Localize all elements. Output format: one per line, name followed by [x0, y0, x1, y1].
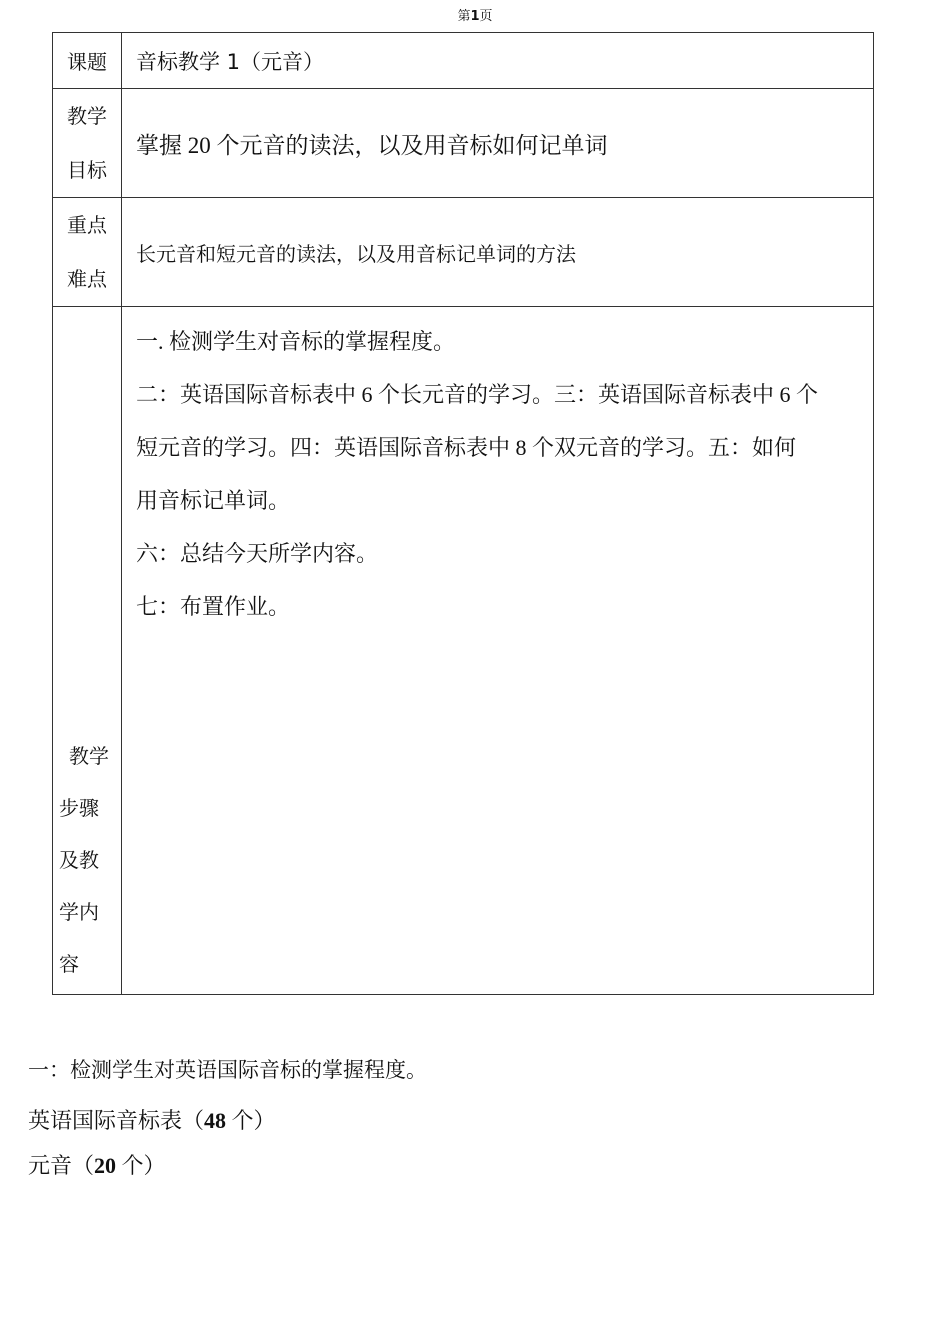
- step-line-2: 二：英语国际音标表中 6 个长元音的学习。三：英语国际音标表中 6 个: [136, 382, 819, 407]
- steps-row: [53, 307, 874, 995]
- phonetic-table-count: 48: [204, 1108, 227, 1133]
- vowels-title-tail: 个）: [116, 1153, 166, 1178]
- vowels-count: 20: [94, 1153, 117, 1178]
- steps-label-line-3: 及教: [59, 848, 99, 872]
- phonetic-table-title: [28, 1104, 276, 1135]
- key-points-label: [53, 198, 122, 307]
- topic-row: [53, 33, 874, 89]
- steps-label-line-2: 步骤: [59, 796, 99, 820]
- steps-content: [122, 307, 874, 995]
- objective-label: [53, 89, 122, 198]
- section-heading: 一：检测学生对英语国际音标的掌握程度。: [28, 1058, 427, 1082]
- vowels-title: [28, 1149, 166, 1180]
- key-points-label-line-2: 难点: [67, 267, 107, 291]
- phonetic-table-title-text: 英语国际音标表（: [28, 1108, 205, 1133]
- phonetic-table-title-tail: 个）: [226, 1108, 276, 1133]
- key-points-label-line-1: 重点: [67, 213, 107, 237]
- step-line-1: 一. 检测学生对音标的掌握程度。: [136, 329, 456, 354]
- step-line-5: 六：总结今天所学内容。: [136, 541, 379, 566]
- objective-label-line-1: 教学: [67, 104, 107, 128]
- page-number: 1: [470, 9, 480, 24]
- steps-label-line-5: 容: [59, 952, 79, 976]
- key-points-value: 长元音和短元音的读法，以及用音标记单词的方法: [122, 198, 874, 307]
- page-number-prefix: 第: [457, 9, 471, 24]
- vowels-title-text: 元音（: [28, 1153, 95, 1178]
- steps-label-line-4: 学内: [59, 900, 99, 924]
- objective-row: [53, 89, 874, 198]
- page-number-suffix: 页: [479, 9, 493, 24]
- step-line-4: 用音标记单词。: [136, 488, 291, 513]
- step-line-6: 七：布置作业。: [136, 594, 291, 619]
- steps-label-line-1: 教学: [69, 744, 109, 768]
- objective-value: 掌握 20 个元音的读法，以及用音标如何记单词: [122, 89, 874, 198]
- lesson-plan-table: [52, 32, 874, 995]
- step-line-3: 短元音的学习。四：英语国际音标表中 8 个双元音的学习。五：如何: [136, 435, 797, 460]
- steps-label: [53, 307, 122, 995]
- key-points-row: [53, 198, 874, 307]
- topic-label: 课题: [53, 33, 122, 89]
- page-number-header: [0, 5, 950, 24]
- topic-value: 音标教学 1（元音）: [122, 33, 874, 89]
- objective-label-line-2: 目标: [67, 158, 107, 182]
